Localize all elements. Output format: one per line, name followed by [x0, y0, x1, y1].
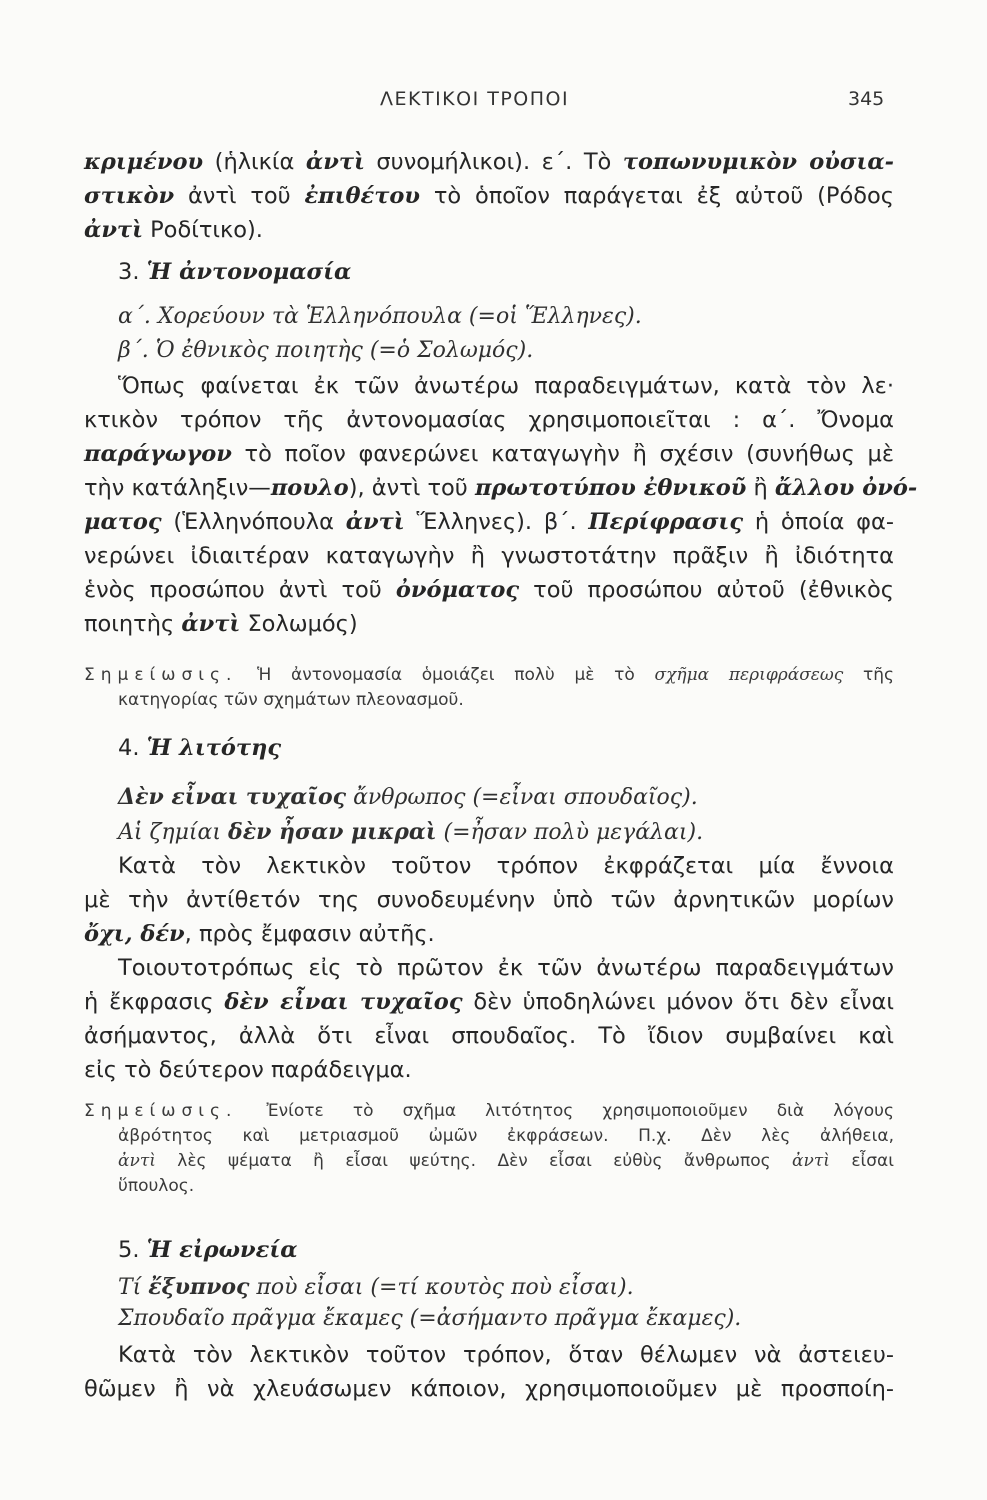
section-4-paragraph-1: Κατὰ τὸν λεκτικὸν τοῦτον τρόπον ἐκφράζεται μία ἔννοια μὲ τὴν ἀντίθετόν της συνοδευμένην ὑπὸ τῶν ἀρνητικῶν μορίων ὄχι, δέν, πρὸς ἔμφασιν αὐτῆς. Τοιουτοτρόπως εἰς τὸ πρῶτον ἐκ τῶν ἀνωτέρω παραδειγμάτων ἡ ἔκφρασις δὲν εἶναι τυχαῖος δὲν ὑποδηλώνει μόνον ὅτι δὲν εἶναι ἀσήμαντος, ἀλλὰ ὅτι εἶναι σπουδαῖος. Τὸ ἴδιον συμβαίνει καὶ εἰς τὸ δεύτερον παράδειγμα. — [84, 853, 894, 1083]
section-4-note: Σημείωσις. Ἐνίοτε τὸ σχῆμα λιτότητος χρησιμοποιοῦμεν διὰ λόγους ἀβρότητος καὶ μετριασμοῦ ὠμῶν ἐκφράσεων. Π.χ. Δὲν λὲς ἀλήθεια, ἀντὶ λὲς ψέματα ἢ εἶσαι ψεύτης. Δὲν εἶσαι εὐθὺς ἄνθρωπος ἀντὶ εἶσαι ὕπουλος. — [84, 1101, 894, 1196]
page-header — [0, 88, 987, 118]
section-5-paragraph: Κατὰ τὸν λεκτικὸν τοῦτον τρόπον, ὅταν θέλωμεν νὰ ἀστειευ- θῶμεν ἢ νὰ χλευάσωμεν κάποιον, χρησιμοποιοῦμεν μὲ προσποίη- — [84, 1342, 894, 1402]
running-title: ΛΕΚΤΙΚΟΙ ΤΡΟΠΟΙ — [380, 88, 570, 110]
section-4-heading: 4. Ἡ λιτότης — [118, 735, 282, 761]
section-3-example-1: α΄. Χορεύουν τὰ Ἑλληνόπουλα (=οἱ Ἕλληνες). — [118, 304, 642, 329]
section-3-note: Σημείωσις. Ἡ ἀντονομασία ὁμοιάζει πολὺ μὲ τὸ σχῆμα περιφράσεως τῆς κατηγορίας τῶν σχημάτων πλεονασμοῦ. — [84, 665, 895, 710]
intro-paragraph: κριμένου (ἡλικία ἀντὶ συνομήλικοι). ε΄. Τὸ τοπωνυμικὸν οὐσια- στικὸν ἀντὶ τοῦ ἐπιθέτου τὸ ὁποῖον παράγεται ἐξ αὐτοῦ (Ρόδος ἀντὶ Ροδίτικο). — [84, 149, 894, 243]
section-3-example-2: β΄. Ὁ ἐθνικὸς ποιητὴς (=ὁ Σολωμός). — [118, 338, 534, 363]
section-3-paragraph: Ὅπως φαίνεται ἐκ τῶν ἀνωτέρω παραδειγμάτων, κατὰ τὸν λε· κτικὸν τρόπον τῆς ἀντονομασίας χρησιμοποιεῖται : α΄. Ὄνομα παράγωγον τὸ ποῖον φανερώνει καταγωγὴν ἢ σχέσιν (συνήθως μὲ τὴν κατάληξιν—πουλο), ἀντὶ τοῦ πρωτοτύπου ἐθνικοῦ ἢ ἄλλου ὀνό- ματος (Ἑλληνόπουλα ἀντὶ Ἕλληνες). β΄. Περίφρασις ἡ ὁποία φα- νερώνει ἰδιαιτέραν καταγωγὴν ἢ γνωστοτάτην πρᾶξιν ἢ ἰδιότητα ἑνὸς προσώπου ἀντὶ τοῦ ὀνόματος τοῦ προσώπου αὐτοῦ (ἐθνικὸς ποιητὴς ἀντὶ Σολωμός) — [84, 373, 918, 637]
section-5-example-1: Τί ἔξυπνος ποὺ εἶσαι (=τί κουτὸς ποὺ εἶσαι). — [118, 1274, 634, 1300]
page-number: 345 — [848, 88, 885, 110]
section-5-heading: 5. Ἡ εἰρωνεία — [118, 1237, 298, 1263]
section-3-heading: 3. Ἡ ἀντονομασία — [118, 259, 352, 285]
section-5-example-2: Σπουδαῖο πρᾶγμα ἔκαμες (=ἀσήμαντο πρᾶγμα ἔκαμες). — [118, 1306, 742, 1331]
section-4-example-1: Δὲν εἶναι τυχαῖος ἄνθρωπος (=εἶναι σπουδαῖος). — [118, 784, 698, 810]
section-4-example-2: Αἱ ζημίαι δὲν ἦσαν μικραὶ (=ἦσαν πολὺ μεγάλαι). — [118, 819, 704, 845]
